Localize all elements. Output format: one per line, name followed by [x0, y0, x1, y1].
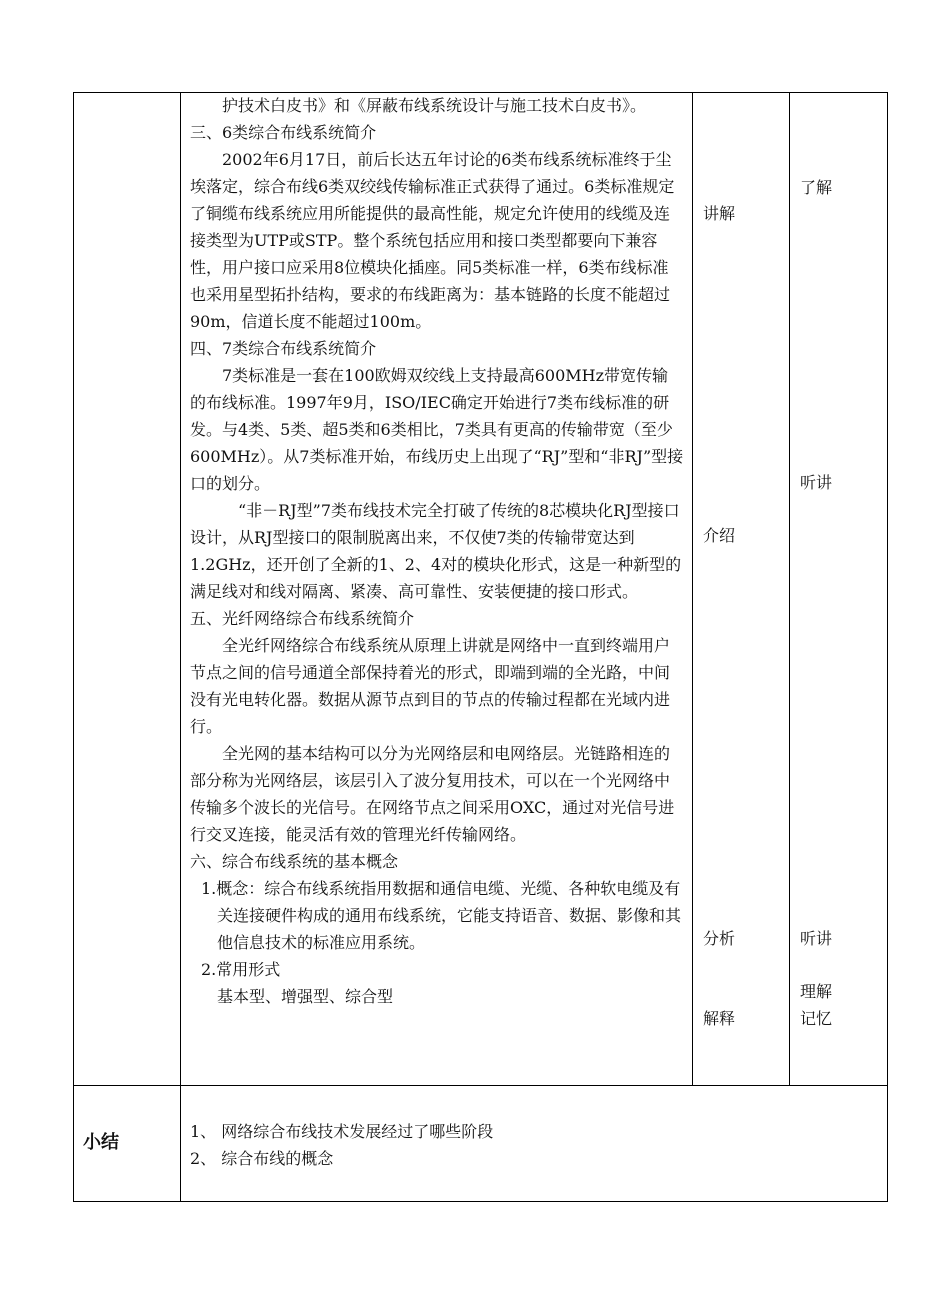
table-bottom-border: [73, 1201, 888, 1202]
method-fenxi: 分析: [703, 929, 736, 948]
section-5-paragraph-2: 全光网的基本结构可以分为光网络层和电网络层。光链路相连的部分称为光网络层，该层引入了波分复用技术，可以在一个光网络中传输多个波长的光信号。在网络节点之间采用OXC，通过对光信号进行交叉连接，能灵活有效的管理光纤传输网络。: [190, 744, 675, 844]
table-col-divider-3: [789, 92, 790, 1085]
section-6-item-1: 1.概念：综合布线系统指用数据和通信电缆、光缆、各种软电缆及有关连接硬件构成的通用布线系统，它能支持语音、数据、影像和其他信息技术的标准应用系统。: [201, 879, 682, 952]
method-jiangjie: 讲解: [703, 204, 736, 223]
section-4-paragraph-2: “非－RJ型”7类布线技术完全打破了传统的8芯模块化RJ型接口设计，从RJ型接口的限制脱离出来，不仅使7类的传输带宽达到1.2GHz，还开创了全新的1、2、4对的模块化形式，这是一种新型的满足线对和线对隔离、紧凑、高可靠性、安装便捷的接口形式。: [190, 501, 682, 601]
table-row-divider: [73, 1085, 888, 1086]
activity-jiyi: 记忆: [800, 1009, 833, 1028]
section-6-item-2-detail: 基本型、增强型、综合型: [217, 987, 394, 1006]
summary-cell: [190, 1118, 870, 1172]
section-6-title: 六、综合布线系统的基本概念: [190, 852, 399, 871]
table-col-divider-1: [180, 92, 181, 1202]
lesson-table: [73, 92, 888, 1202]
section-6-item-2: 2.常用形式: [201, 960, 281, 979]
activity-tingjiang-1: 听讲: [800, 473, 833, 492]
activity-tingjiang-2: 听讲: [800, 929, 833, 948]
method-jieshao: 介绍: [703, 526, 736, 545]
table-right-border: [887, 92, 888, 1202]
content-cell: [190, 92, 684, 1010]
summary-label: 小结: [83, 1132, 119, 1153]
section-5-title: 五、光纤网络综合布线系统简介: [190, 609, 415, 628]
activity-liaojie: 了解: [800, 178, 833, 197]
method-jieshi: 解释: [703, 1009, 736, 1028]
section-5-paragraph-1: 全光纤网络综合布线系统从原理上讲就是网络中一直到终端用户节点之间的信号通道全部保持着光的形式，即端到端的全光路，中间没有光电转化器。数据从源节点到目的节点的传输过程都在光域内进行。: [190, 636, 671, 736]
section-3-paragraph: 2002年6月17日，前后长达五年讨论的6类布线系统标准终于尘埃落定，综合布线6类双绞线传输标准正式获得了通过。6类标准规定了铜缆布线系统应用所能提供的最高性能，规定允许使用的线缆及连接类型为UTP或STP。整个系统包括应用和接口类型都要向下兼容性，用户接口应采用8位模块化插座。同5类标准一样，6类布线标准也采用星型拓扑结构，要求的布线距离为：基本链路的长度不能超过90m，信道长度不能超过100m。: [190, 150, 675, 331]
activity-lijie: 理解: [800, 982, 833, 1001]
summary-line-1: 1、 网络综合布线技术发展经过了哪些阶段: [190, 1122, 494, 1141]
continuation-text: 护技术白皮书》和《屏蔽布线系统设计与施工技术白皮书》。: [222, 96, 647, 115]
section-4-title: 四、7类综合布线系统简介: [190, 339, 377, 358]
table-col-divider-2: [692, 92, 693, 1085]
summary-line-2: 2、 综合布线的概念: [190, 1149, 334, 1168]
section-3-title: 三、6类综合布线系统简介: [190, 123, 377, 142]
table-left-border: [73, 92, 74, 1202]
section-4-paragraph-1: 7类标准是一套在100欧姆双绞线上支持最高600MHz带宽传输的布线标准。1997年9月，ISO/IEC确定开始进行7类布线标准的研发。与4类、5类、超5类和6类相比，7类具有更高的传输带宽（至少600MHz）。从7类标准开始，布线历史上出现了“RJ”型和“非RJ”型接口的划分。: [190, 366, 684, 493]
